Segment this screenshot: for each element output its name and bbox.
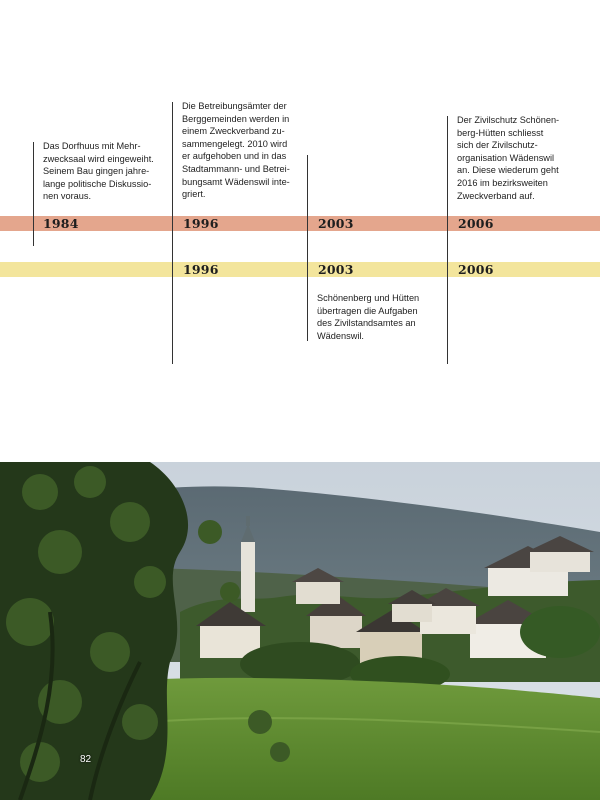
note-2003: Schönenberg und Hütten übertragen die Aufgaben des Zivilstandsamtes an Wädenswil. [317,293,420,341]
year-1984: 1984 [43,216,79,231]
village-landscape-photo [0,462,600,800]
timeline-band-bottom [0,262,600,277]
page-number: 82 [80,754,92,765]
year-2003-top: 2003 [318,216,354,231]
year-2003-bottom: 2003 [318,262,354,277]
note-1996: Die Betreibungsämter der Berggemeinden werden in einem Zweckverband zu- sammengelegt. 2010 wird er aufgehoben und in das Stadtammann- und Betrei- bungsamt Wädenswil inte- griert. [182,101,290,200]
year-1996-top: 1996 [183,216,219,231]
timeline-rule-2006 [447,116,448,364]
year-2006-top: 2006 [458,216,494,231]
year-1996-bottom: 1996 [183,262,219,277]
note-2006: Der Zivilschutz Schönen- berg-Hütten schliesst sich der Zivilschutz- organisation Wädenswil an. Diese wiederum geht 2016 im bezirksweiten Zweckverband auf. [457,115,560,201]
year-2006-bottom: 2006 [458,262,494,277]
timeline-band-top [0,216,600,231]
note-1984: Das Dorfhuus mit Mehr- zwecksaal wird eingeweiht. Seinem Bau gingen jahre- lange politische Diskussio- nen voraus. [43,141,154,202]
timeline-rule-1984 [33,142,34,246]
timeline-rule-1996 [172,102,173,364]
timeline-rule-2003 [307,155,308,341]
